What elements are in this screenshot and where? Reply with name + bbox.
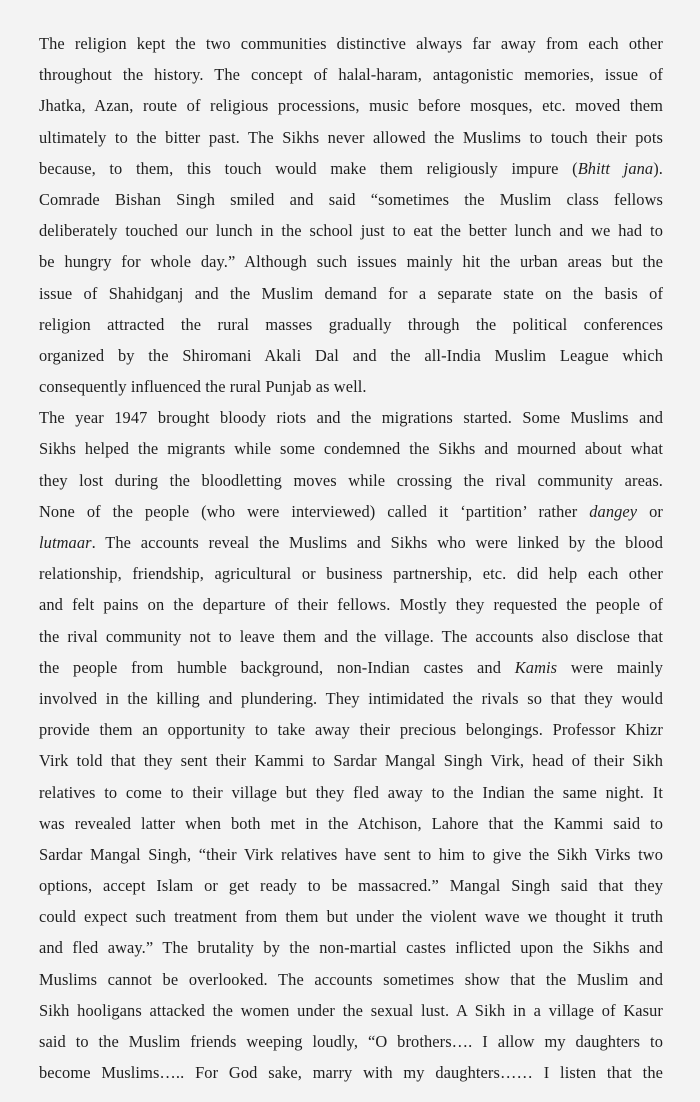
text-segment: Sikhs helped the migrants while some condemned the Sikhs and mourned about what bbox=[39, 439, 663, 459]
text-line bbox=[39, 90, 663, 121]
text-line bbox=[39, 402, 663, 433]
text-segment: and fled away.” The brutality by the non-martial castes inflicted upon the Sikhs and bbox=[39, 938, 663, 958]
text-segment: None of the people (who were interviewed) called it ‘partition’ rather bbox=[39, 501, 590, 521]
text-line bbox=[39, 465, 663, 496]
text-line bbox=[39, 839, 663, 870]
text-segment: involved in the killing and plundering. They intimidated the rivals so that they would bbox=[39, 688, 663, 708]
text-line bbox=[39, 901, 663, 932]
text-segment: Comrade Bishan Singh smiled and said “sometimes the Muslim class fellows bbox=[39, 189, 663, 209]
text-line bbox=[39, 433, 663, 464]
text-line bbox=[39, 184, 663, 215]
text-line bbox=[39, 527, 663, 558]
text-line bbox=[39, 122, 663, 153]
text-line bbox=[39, 558, 663, 589]
text-segment: Sardar Mangal Singh, “their Virk relatives have sent to him to give the Sikh Virks two bbox=[39, 844, 663, 864]
text-line bbox=[39, 215, 663, 246]
text-segment: Jhatka, Azan, route of religious processions, music before mosques, etc. moved them bbox=[39, 96, 663, 116]
text-segment: the people from humble background, non-Indian castes and bbox=[39, 657, 515, 677]
text-segment: or bbox=[637, 501, 663, 521]
text-segment: The religion kept the two communities distinctive always far away from each other bbox=[39, 34, 663, 53]
text-segment: were mainly bbox=[557, 657, 663, 677]
text-line bbox=[39, 153, 663, 184]
text-segment: consequently influenced the rural Punjab as well. bbox=[39, 377, 367, 397]
text-line bbox=[39, 964, 663, 995]
text-segment: The year 1947 brought bloody riots and the migrations started. Some Muslims and bbox=[39, 408, 663, 428]
text-segment: options, accept Islam or get ready to be massacred.” Mangal Singh said that they bbox=[39, 876, 663, 896]
paragraph bbox=[39, 28, 663, 402]
text-line bbox=[39, 496, 663, 527]
text-line bbox=[39, 995, 663, 1026]
text-line bbox=[39, 652, 663, 683]
text-segment: become Muslims….. For God sake, marry with my daughters…… I listen that the bbox=[39, 1063, 663, 1083]
text-segment: deliberately touched our lunch in the school just to eat the better lunch and we had to bbox=[39, 221, 663, 241]
text-segment: Sikh hooligans attacked the women under the sexual lust. A Sikh in a village of Kasur bbox=[39, 1000, 663, 1020]
text-line bbox=[39, 745, 663, 776]
text-segment: said to the Muslim friends weeping loudly, “O brothers…. I allow my daughters to bbox=[39, 1032, 663, 1051]
text-segment: the rival community not to leave them and the village. The accounts also disclose that bbox=[39, 626, 663, 646]
italic-term: lutmaar bbox=[39, 533, 92, 552]
text-segment: ). bbox=[653, 158, 663, 178]
text-line bbox=[39, 714, 663, 745]
body-text bbox=[39, 28, 663, 1088]
text-line bbox=[39, 870, 663, 901]
text-line bbox=[39, 59, 663, 90]
text-segment: relatives to come to their village but they fled away to the Indian the same night. It bbox=[39, 782, 663, 802]
text-line bbox=[39, 1026, 663, 1057]
text-line bbox=[39, 808, 663, 839]
text-line bbox=[39, 309, 663, 340]
text-segment: provide them an opportunity to take away their precious belongings. Professor Khizr bbox=[39, 720, 663, 740]
text-line bbox=[39, 278, 663, 309]
text-segment: . The accounts reveal the Muslims and Sikhs who were linked by the blood bbox=[91, 533, 663, 552]
text-segment: and felt pains on the departure of their fellows. Mostly they requested the people of bbox=[39, 595, 663, 615]
text-segment: they lost during the bloodletting moves while crossing the rival community areas. bbox=[39, 470, 663, 490]
italic-term: Bhitt jana bbox=[577, 158, 654, 178]
text-segment: was revealed latter when both met in the Atchison, Lahore that the Kammi said to bbox=[39, 813, 663, 833]
text-line bbox=[39, 1057, 663, 1088]
italic-term: dangey bbox=[589, 501, 638, 521]
text-line bbox=[39, 932, 663, 963]
text-line bbox=[39, 683, 663, 714]
text-segment: issue of Shahidganj and the Muslim demand for a separate state on the basis of bbox=[39, 283, 663, 303]
text-line bbox=[39, 589, 663, 620]
text-segment: because, to them, this touch would make them religiously impure ( bbox=[39, 158, 578, 178]
text-line bbox=[39, 621, 663, 652]
text-segment: religion attracted the rural masses gradually through the political conferences bbox=[39, 314, 663, 334]
text-segment: Muslims cannot be overlooked. The accounts sometimes show that the Muslim and bbox=[39, 969, 663, 989]
text-segment: throughout the history. The concept of halal-haram, antagonistic memories, issue of bbox=[39, 65, 663, 85]
text-segment: could expect such treatment from them but under the violent wave we thought it truth bbox=[39, 907, 663, 927]
text-segment: relationship, friendship, agricultural or business partnership, etc. did help each other bbox=[39, 564, 663, 584]
italic-term: Kamis bbox=[514, 657, 558, 677]
text-line bbox=[39, 371, 663, 402]
text-line bbox=[39, 246, 663, 277]
text-line bbox=[39, 777, 663, 808]
text-segment: ultimately to the bitter past. The Sikhs never allowed the Muslims to touch their pots bbox=[39, 127, 663, 147]
text-line bbox=[39, 28, 663, 59]
text-segment: Virk told that they sent their Kammi to Sardar Mangal Singh Virk, head of their Sikh bbox=[39, 751, 663, 771]
text-segment: be hungry for whole day.” Although such issues mainly hit the urban areas but the bbox=[39, 252, 663, 272]
paragraph bbox=[39, 402, 663, 1088]
text-line bbox=[39, 340, 663, 371]
text-segment: organized by the Shiromani Akali Dal and the all-India Muslim League which bbox=[39, 345, 663, 365]
